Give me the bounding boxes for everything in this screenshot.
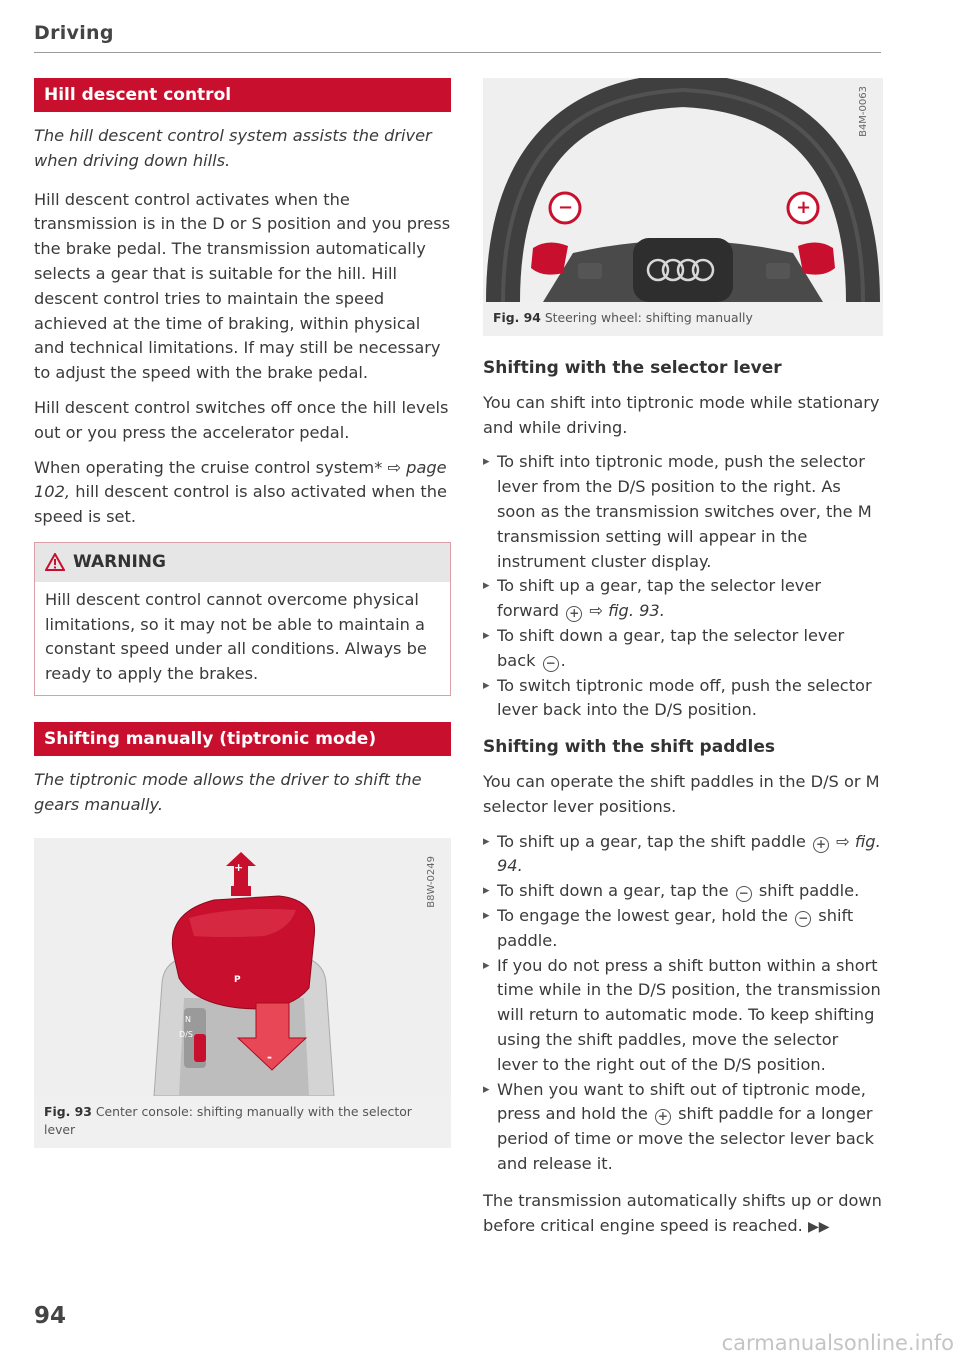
figure-94-image xyxy=(483,78,883,302)
list-item xyxy=(483,830,883,880)
fig94-code: B4M-0063 xyxy=(858,86,870,137)
minus-circle-icon: − xyxy=(543,656,559,672)
figure-93 xyxy=(34,838,451,1148)
header-rule xyxy=(34,52,881,53)
fig-94-reference-link[interactable]: ⇨ fig. 94. xyxy=(497,831,881,876)
pad-b3-a: To engage the lowest gear, hold the xyxy=(497,905,788,925)
page-number: 94 xyxy=(34,1303,67,1329)
fig-93-reference-link[interactable]: ⇨ fig. 93. xyxy=(589,601,665,621)
hill-intro: The hill descent control system assists the driver when driving down hills. xyxy=(34,126,432,170)
fig93-gear-ds: D/S xyxy=(179,1029,193,1039)
pad-b2-a: To shift down a gear, tap the xyxy=(497,881,729,901)
fig93-gear-p: P xyxy=(234,974,241,985)
warning-box xyxy=(34,542,451,696)
list-item xyxy=(483,1078,883,1177)
warning-text: Hill descent control cannot overcome physical limitations, so it may not be able to maintain a constant speed under all conditions. Always be ready to apply the brakes. xyxy=(45,589,427,684)
list-item xyxy=(483,904,883,954)
fig94-label: Fig. 94 xyxy=(493,310,541,325)
hill-paragraph-2: Hill descent control switches off once the hill levels out or you press the accelerator pedal. xyxy=(34,397,449,442)
hill-p3-before: When operating the cruise control system* xyxy=(34,457,383,477)
hill-paragraph-3 xyxy=(34,456,451,530)
hill-p3-after: hill descent control is also activated when the speed is set. xyxy=(34,482,447,527)
pad-b3-b: shift paddle. xyxy=(497,905,854,950)
pad-b4-text: If you do not press a shift button within a short time while in the D/S position, the transmission will return to automatic mode. To keep shifting using the shift paddles, move the selector lever to the right out of the D/S position. xyxy=(497,955,881,1074)
continue-arrow-icon: ▶▶ xyxy=(807,1218,830,1235)
running-head: Driving xyxy=(34,22,114,44)
steering-wheel-illustration xyxy=(483,78,883,302)
section-title-hill-descent: Hill descent control xyxy=(34,78,451,112)
paddles-intro: You can operate the shift paddles in the D/S or M selector lever positions. xyxy=(483,771,880,816)
sel-b2-text: To shift up a gear, tap the selector lever forward xyxy=(497,576,821,621)
section-title-tiptronic: Shifting manually (tiptronic mode) xyxy=(34,722,451,756)
sel-b3-end: . xyxy=(560,650,566,670)
warning-title: WARNING xyxy=(73,551,166,572)
watermark: carmanualsonline.info xyxy=(721,1331,954,1355)
sel-b3-text: To shift down a gear, tap the selector lever back xyxy=(497,625,845,670)
selector-steps xyxy=(483,450,883,723)
left-column xyxy=(34,78,451,1148)
pad-b5-b: shift paddle for a longer period of time or move the selector lever back and release it. xyxy=(497,1104,875,1173)
figure-94-caption xyxy=(483,302,883,336)
figure-93-image xyxy=(34,838,451,1096)
minus-circle-icon: − xyxy=(795,911,811,927)
warning-header xyxy=(35,543,450,582)
page-reference-link[interactable]: ⇨ page 102, xyxy=(34,457,447,502)
list-item xyxy=(483,954,883,1078)
fig93-gear-n: N xyxy=(185,1014,191,1024)
sel-b4-text: To switch tiptronic mode off, push the selector lever back into the D/S position. xyxy=(497,675,872,720)
list-item xyxy=(483,674,883,724)
list-item xyxy=(483,624,883,674)
fig93-code: B8W-0249 xyxy=(426,855,438,908)
final-text: The transmission automatically shifts up or down before critical engine speed is reached. xyxy=(483,1190,882,1235)
pad-b5-a: When you want to shift out of tiptronic mode, press and hold the xyxy=(497,1079,866,1124)
sel-b1-text: To shift into tiptronic mode, push the selector lever from the D/S position to the right. As soon as the transmission switches over, the M transmission setting will appear in the instrument cluster display. xyxy=(497,452,872,571)
shift-paddles-heading: Shifting with the shift paddles xyxy=(483,737,776,758)
closing-paragraph xyxy=(483,1189,883,1240)
selector-intro: You can shift into tiptronic mode while stationary and while driving. xyxy=(483,392,880,437)
right-column xyxy=(483,78,883,1249)
fig93-caption-text: Center console: shifting manually with the selector lever xyxy=(44,1103,412,1137)
minus-circle-icon: − xyxy=(736,886,752,902)
list-item xyxy=(483,879,883,904)
fig93-plus-label: + xyxy=(234,860,244,874)
figure-93-caption xyxy=(34,1096,451,1148)
list-item xyxy=(483,574,883,624)
hill-paragraph-1: Hill descent control activates when the transmission is in the D or S position and you press the brake pedal. The transmission automatically selects a gear that is suitable for the hill. Hill descent control tries to maintain the speed achieved at the time of braking, within physical and technical limitations. If may still be necessary to adjust the speed with the brake pedal. xyxy=(34,189,451,383)
list-item xyxy=(483,450,883,574)
pad-b2-b: shift paddle. xyxy=(758,881,860,901)
plus-circle-icon: + xyxy=(566,606,582,622)
fig94-plus-icon: + xyxy=(796,197,812,218)
selector-lever-heading: Shifting with the selector lever xyxy=(483,358,782,378)
pad-b1-text: To shift up a gear, tap the shift paddle xyxy=(497,831,806,851)
plus-circle-icon: + xyxy=(813,837,829,853)
plus-circle-icon: + xyxy=(655,1109,671,1125)
warning-triangle-icon xyxy=(45,553,65,571)
fig94-caption-text: Steering wheel: shifting manually xyxy=(544,310,753,325)
fig93-label: Fig. 93 xyxy=(44,1103,92,1119)
fig94-minus-icon: − xyxy=(558,197,574,218)
tiptronic-intro: The tiptronic mode allows the driver to shift the gears manually. xyxy=(34,769,422,814)
figure-94 xyxy=(483,78,883,336)
paddle-steps xyxy=(483,830,883,1177)
fig93-minus-label: - xyxy=(267,1049,272,1064)
